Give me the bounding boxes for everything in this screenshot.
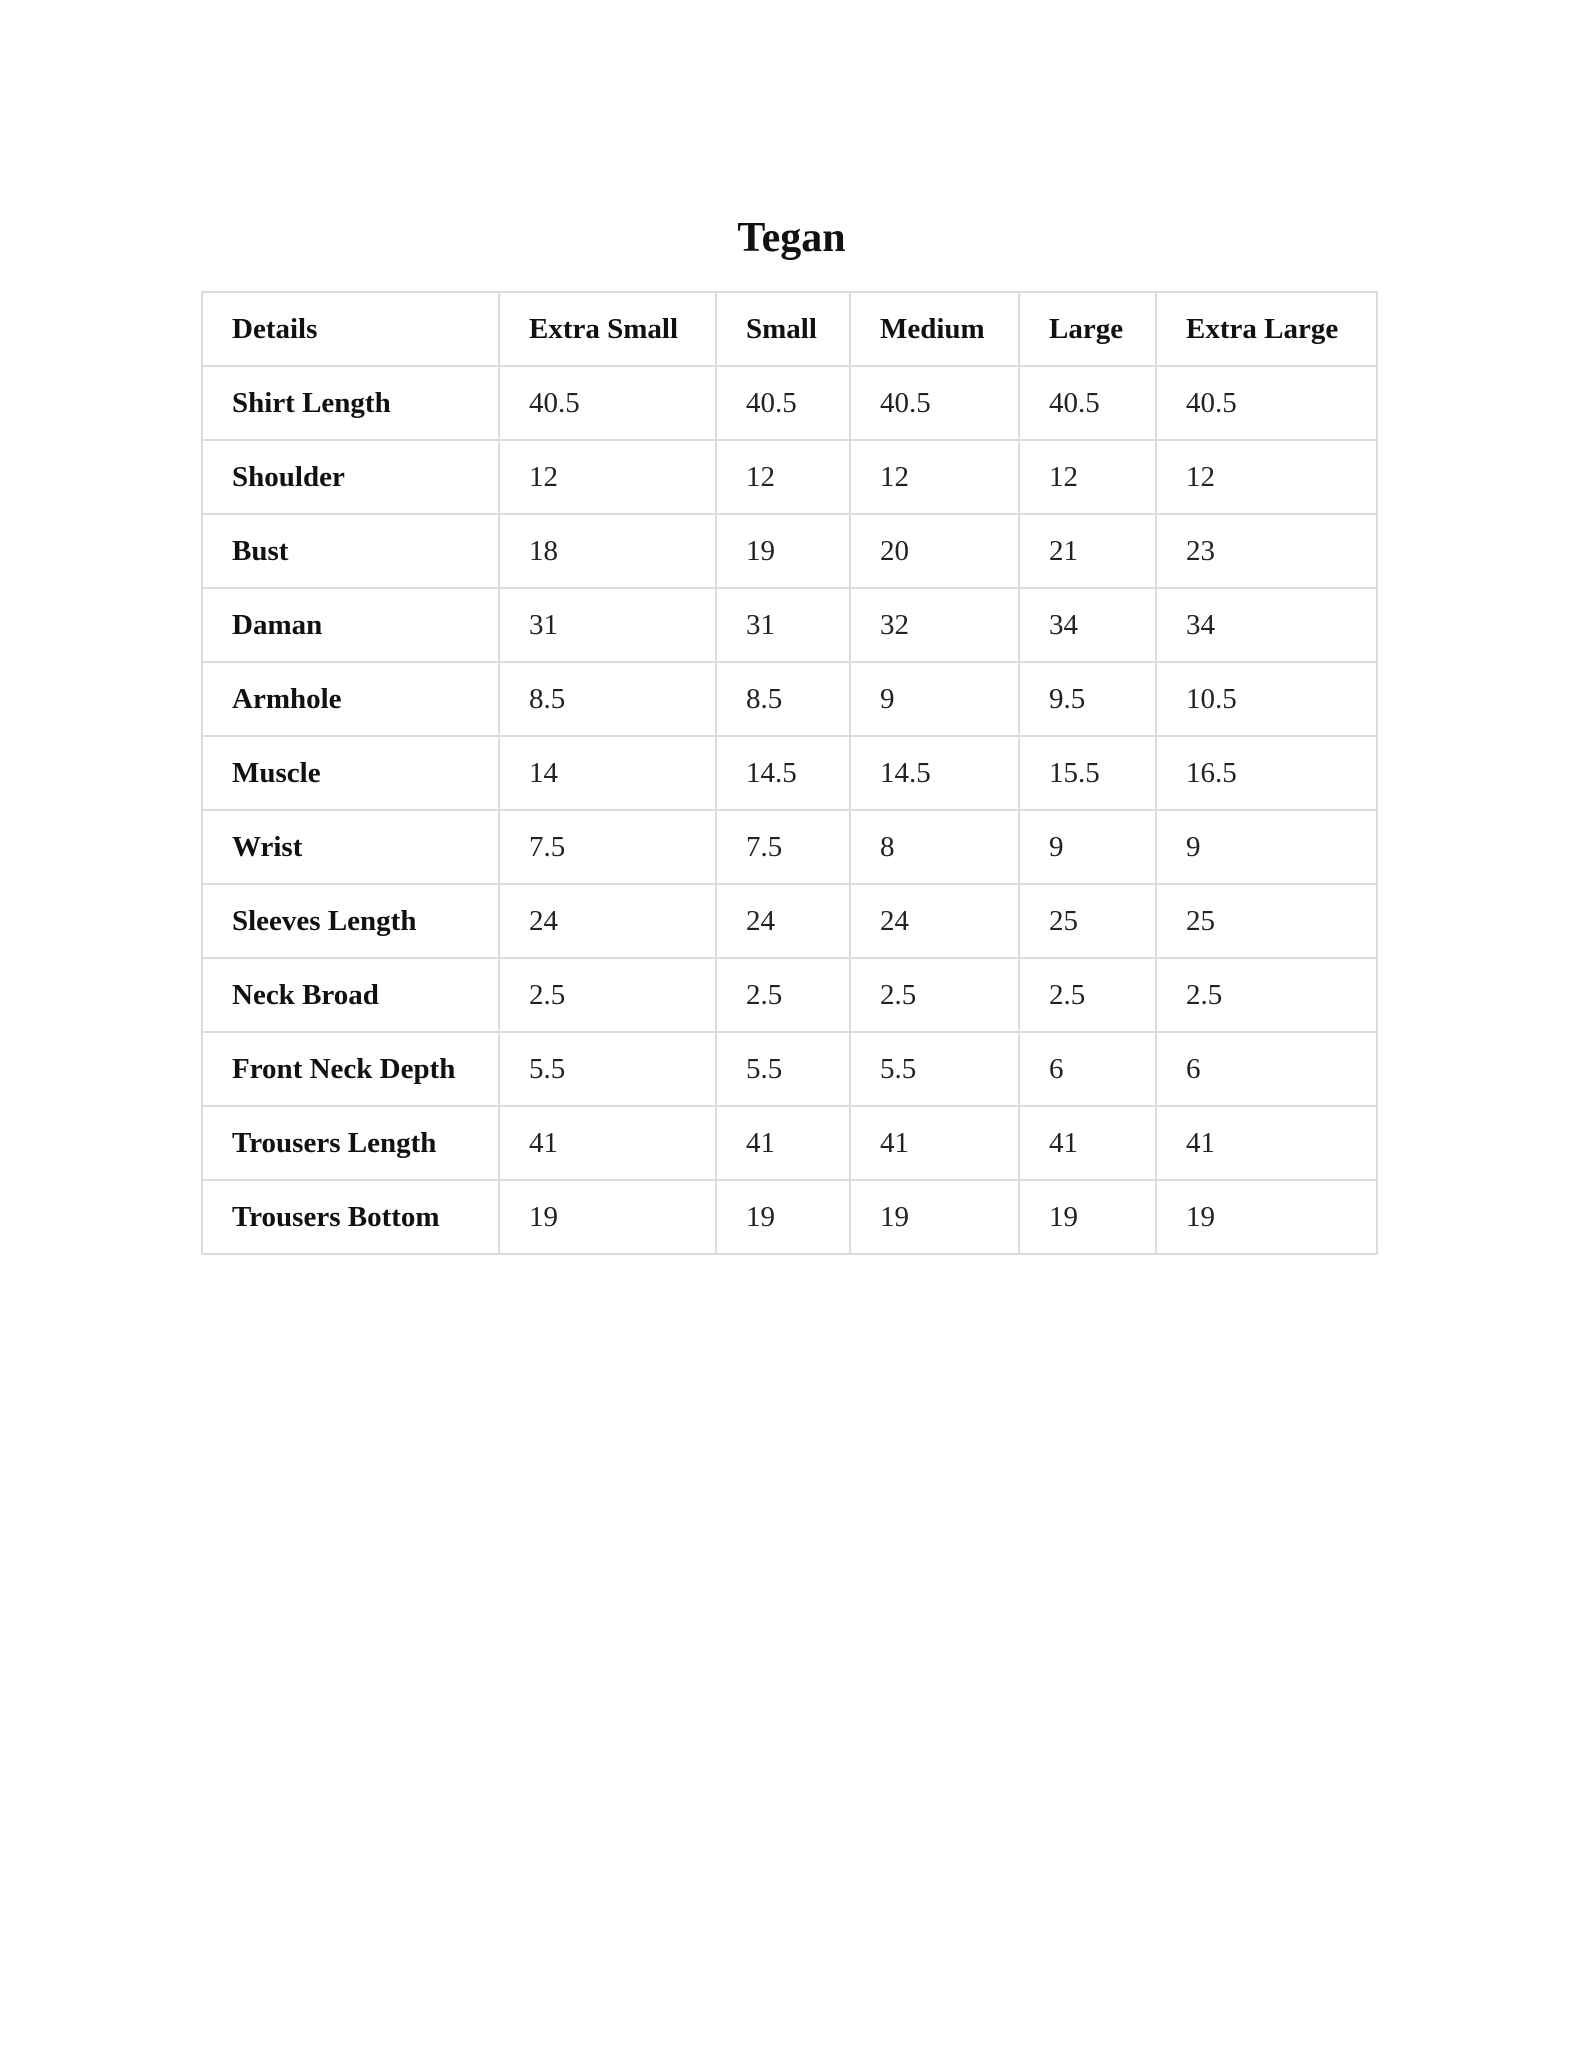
row-label: Wrist [202,810,499,884]
row-label: Daman [202,588,499,662]
table-cell: 14 [499,736,716,810]
table-cell: 6 [1156,1032,1377,1106]
table-cell: 40.5 [1156,366,1377,440]
row-label: Muscle [202,736,499,810]
table-cell: 23 [1156,514,1377,588]
table-cell: 2.5 [499,958,716,1032]
table-cell: 41 [499,1106,716,1180]
table-cell: 19 [716,514,850,588]
table-cell: 19 [1156,1180,1377,1254]
table-cell: 7.5 [716,810,850,884]
table-cell: 5.5 [499,1032,716,1106]
table-cell: 24 [499,884,716,958]
table-row [202,662,1377,736]
table-row [202,1180,1377,1254]
table-cell: 2.5 [1156,958,1377,1032]
table-row [202,884,1377,958]
table-cell: 9 [1156,810,1377,884]
row-label: Shoulder [202,440,499,514]
table-cell: 10.5 [1156,662,1377,736]
table-cell: 41 [716,1106,850,1180]
table-cell: 8.5 [499,662,716,736]
column-header: Extra Small [499,292,716,366]
table-body [202,366,1377,1254]
row-label: Bust [202,514,499,588]
table-cell: 12 [850,440,1019,514]
table-row [202,958,1377,1032]
table-cell: 2.5 [716,958,850,1032]
table-cell: 9 [1019,810,1156,884]
table-cell: 24 [850,884,1019,958]
table-cell: 25 [1019,884,1156,958]
table-row [202,366,1377,440]
table-row [202,736,1377,810]
table-cell: 21 [1019,514,1156,588]
table-cell: 31 [716,588,850,662]
table-cell: 25 [1156,884,1377,958]
row-label: Trousers Bottom [202,1180,499,1254]
table-cell: 19 [1019,1180,1156,1254]
table-row [202,1106,1377,1180]
row-label: Neck Broad [202,958,499,1032]
table-cell: 19 [499,1180,716,1254]
table-cell: 19 [850,1180,1019,1254]
table-cell: 5.5 [716,1032,850,1106]
table-row [202,440,1377,514]
table-cell: 32 [850,588,1019,662]
table-cell: 31 [499,588,716,662]
table-cell: 34 [1019,588,1156,662]
table-cell: 40.5 [716,366,850,440]
table-cell: 40.5 [499,366,716,440]
table-cell: 2.5 [850,958,1019,1032]
table-row [202,1032,1377,1106]
row-label: Shirt Length [202,366,499,440]
table-cell: 24 [716,884,850,958]
table-cell: 20 [850,514,1019,588]
table-row [202,514,1377,588]
column-header: Large [1019,292,1156,366]
table-cell: 40.5 [850,366,1019,440]
table-cell: 12 [1156,440,1377,514]
column-header: Details [202,292,499,366]
row-label: Sleeves Length [202,884,499,958]
table-cell: 14.5 [716,736,850,810]
table-cell: 6 [1019,1032,1156,1106]
table-cell: 8 [850,810,1019,884]
table-header-row [202,292,1377,366]
table-cell: 41 [1019,1106,1156,1180]
column-header: Extra Large [1156,292,1377,366]
column-header: Small [716,292,850,366]
table-cell: 12 [716,440,850,514]
table-cell: 7.5 [499,810,716,884]
column-header: Medium [850,292,1019,366]
table-cell: 15.5 [1019,736,1156,810]
table-cell: 18 [499,514,716,588]
page-title: Tegan [737,215,846,261]
table-cell: 12 [1019,440,1156,514]
table-cell: 5.5 [850,1032,1019,1106]
table-row [202,588,1377,662]
table-cell: 41 [1156,1106,1377,1180]
table-cell: 14.5 [850,736,1019,810]
row-label: Trousers Length [202,1106,499,1180]
table-cell: 34 [1156,588,1377,662]
table-cell: 16.5 [1156,736,1377,810]
table-cell: 19 [716,1180,850,1254]
table-cell: 9 [850,662,1019,736]
row-label: Armhole [202,662,499,736]
table-cell: 40.5 [1019,366,1156,440]
table-cell: 12 [499,440,716,514]
table-cell: 2.5 [1019,958,1156,1032]
table-cell: 8.5 [716,662,850,736]
table-cell: 9.5 [1019,662,1156,736]
table-row [202,810,1377,884]
size-chart-table [201,291,1378,1255]
table-cell: 41 [850,1106,1019,1180]
row-label: Front Neck Depth [202,1032,499,1106]
